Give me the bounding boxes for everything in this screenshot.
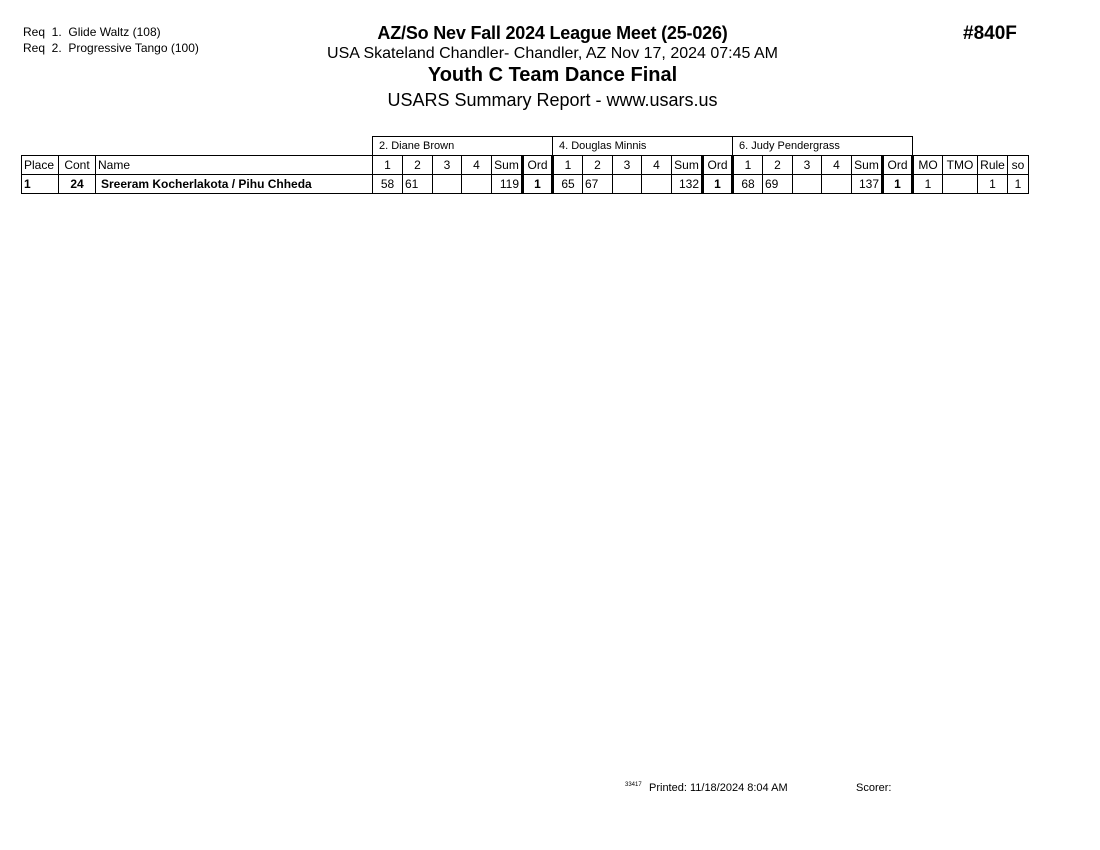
j2-score-4 <box>642 175 672 194</box>
j1-sum: 119 <box>492 175 523 194</box>
col-j3-sum: Sum <box>852 156 883 175</box>
j3-score-3 <box>793 175 822 194</box>
j2-score-2: 67 <box>583 175 613 194</box>
judge-1-name: 2. Diane Brown <box>373 137 553 156</box>
j1-score-1: 58 <box>373 175 403 194</box>
col-j2-4: 4 <box>642 156 672 175</box>
mo-cell: 1 <box>913 175 943 194</box>
column-header-row <box>22 156 1029 175</box>
scorer-label: Scorer: <box>856 782 892 794</box>
j1-score-4 <box>462 175 492 194</box>
col-j1-ord: Ord <box>523 156 553 175</box>
col-j3-ord: Ord <box>883 156 913 175</box>
col-j2-ord: Ord <box>703 156 733 175</box>
col-j3-4: 4 <box>822 156 852 175</box>
cont-cell: 24 <box>59 175 96 194</box>
j3-sum: 137 <box>852 175 883 194</box>
j1-score-3 <box>433 175 462 194</box>
so-cell: 1 <box>1008 175 1029 194</box>
col-j2-3: 3 <box>613 156 642 175</box>
col-j2-1: 1 <box>553 156 583 175</box>
col-j2-sum: Sum <box>672 156 703 175</box>
j3-score-2: 69 <box>763 175 793 194</box>
col-j2-2: 2 <box>583 156 613 175</box>
j1-score-2: 61 <box>403 175 433 194</box>
event-title: Youth C Team Dance Final <box>427 64 678 86</box>
meet-location: USA Skateland Chandler- Chandler, AZ Nov 17, 2024 07:45 AM <box>327 45 778 62</box>
j2-score-1: 65 <box>553 175 583 194</box>
col-j3-1: 1 <box>733 156 763 175</box>
col-name: Name <box>96 156 373 175</box>
col-j1-sum: Sum <box>492 156 523 175</box>
requirement-1: Req 1. Glide Waltz (108) <box>23 25 161 39</box>
col-place: Place <box>22 156 59 175</box>
col-mo: MO <box>913 156 943 175</box>
judge-2-name: 4. Douglas Minnis <box>553 137 733 156</box>
j1-ord: 1 <box>523 175 553 194</box>
col-j3-3: 3 <box>793 156 822 175</box>
col-j3-2: 2 <box>763 156 793 175</box>
report-title: USARS Summary Report - www.usars.us <box>387 90 718 110</box>
judge-header-row <box>22 137 1029 156</box>
meet-title: AZ/So Nev Fall 2024 League Meet (25-026) <box>377 23 728 43</box>
col-cont: Cont <box>59 156 96 175</box>
report-code: 33417 <box>625 782 642 788</box>
rule-cell: 1 <box>978 175 1008 194</box>
place-cell: 1 <box>22 175 59 194</box>
judge-3-name: 6. Judy Pendergrass <box>733 137 913 156</box>
j2-score-3 <box>613 175 642 194</box>
printed-timestamp: Printed: 11/18/2024 8:04 AM <box>649 782 788 794</box>
j2-sum: 132 <box>672 175 703 194</box>
results-table <box>21 136 1029 194</box>
j2-ord: 1 <box>703 175 733 194</box>
table-row <box>22 175 1029 194</box>
tmo-cell <box>943 175 978 194</box>
j3-score-4 <box>822 175 852 194</box>
j3-ord: 1 <box>883 175 913 194</box>
skater-name-cell: Sreeram Kocherlakota / Pihu Chheda <box>96 175 373 194</box>
col-j1-2: 2 <box>403 156 433 175</box>
requirement-2: Req 2. Progressive Tango (100) <box>23 41 199 55</box>
col-rule: Rule <box>978 156 1008 175</box>
col-j1-4: 4 <box>462 156 492 175</box>
col-j1-1: 1 <box>373 156 403 175</box>
col-j1-3: 3 <box>433 156 462 175</box>
col-so: so <box>1008 156 1029 175</box>
event-number: #840F <box>963 23 1017 44</box>
col-tmo: TMO <box>943 156 978 175</box>
j3-score-1: 68 <box>733 175 763 194</box>
